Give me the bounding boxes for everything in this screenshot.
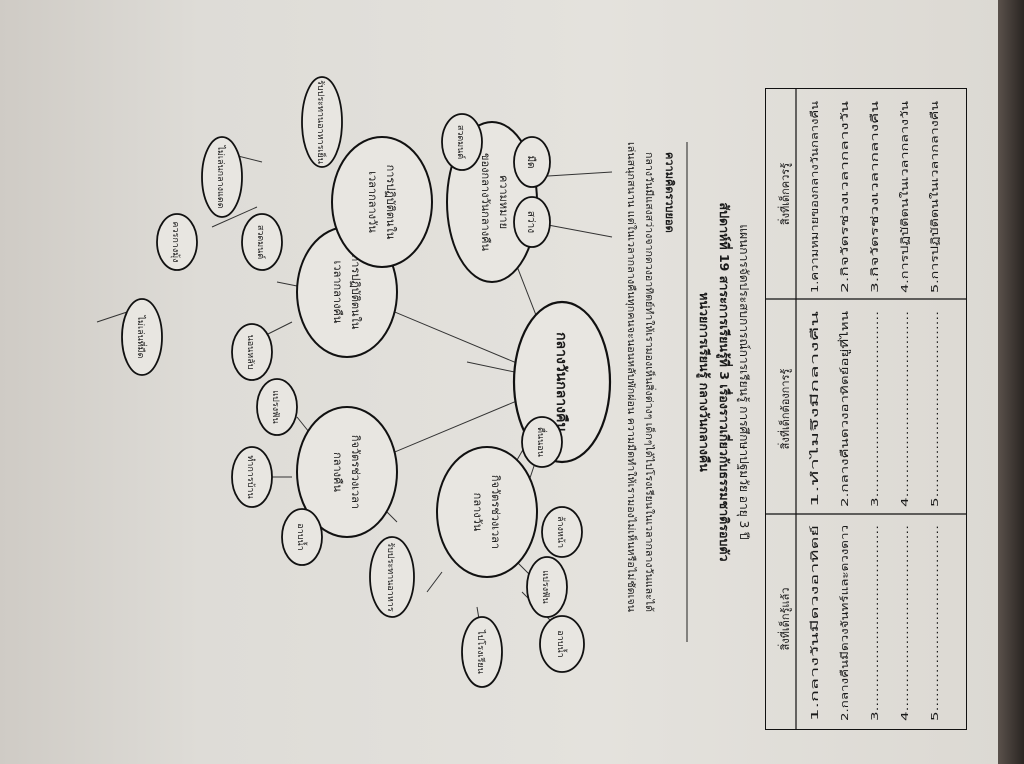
leaf-brush-teeth-day-label: แปรงฟัน (540, 570, 550, 604)
header-line-3: หน่วยการเรียนรู้ กลางวันกลางคืน (697, 292, 712, 472)
header-line-2: สัปดาห์ที่ 19 สาระการเรียนรู้ที่ 3 เรื่องราวเกี่ยวกับธรรมชาติรอบตัว (717, 202, 732, 562)
kwl-col3-row-1: 1.ความหมายของกลางวันกลางคืน (810, 145, 821, 293)
leaf-wash-face-label: ล้างหน้า (555, 515, 565, 549)
kwl-col1-row-2: 2.กลางคืนมีดวงจันทร์และดวงดาว (840, 574, 851, 721)
concept-line-2: เล่นสนุกสนาน แต่ในเวลากลางคืนทุกคนจะนอนหลับพักผ่อน ความมืดทำให้เรามองไม่เห็นหรือไม่ชัดเจน (625, 142, 636, 579)
leaf-pray-night-label: สวดมนต์ (255, 224, 265, 260)
leaf-mosquito-net-label: ควรกางมุ้ง (170, 221, 180, 263)
concept-line-1: กลางวันมีแสงสว่างจากดวงอาทิตย์ทำให้เรามองเห็นสิ่งต่างๆ เด็กๆได้ไปโรงเรียนในเวลากลางวันและได้ (643, 152, 654, 586)
leaf-pray-day-label: สวดมนต์ (455, 124, 465, 160)
leaf-homework-label: ทำการบ้าน (245, 455, 255, 499)
kwl-col1-row-5: 5....................................... (930, 590, 941, 721)
leaf-dark-label: มืด (525, 155, 536, 169)
concept-title: ความคิดรวบยอด (663, 152, 676, 233)
kwl-header-should: สิ่งที่เด็กควรรู้ (779, 162, 792, 226)
node-day-practice-label-top: การปฏิบัติตนใน (384, 164, 397, 240)
node-night-practice-label-bottom: เวลากลางคืน (331, 260, 344, 324)
node-meaning-label-bottom: ของกลางวันกลางคืน (479, 153, 492, 251)
kwl-table-frame (765, 88, 967, 730)
header-line-1: แผนการจัดประสบการณ์การเรียนรู้ การศึกษาปฐมวัย อายุ 3 ปี (737, 224, 751, 540)
leaf-shower-night-label: อาบน้ำ (295, 523, 305, 551)
node-night-practice-label-top: การปฏิบัติตนใน (349, 254, 362, 330)
node-night-activities-label-bottom: กลางคืน (331, 452, 344, 492)
kwl-col2-row-2: 2.กลางคืนดวงอาทิตย์อยู่ที่ไหน (840, 376, 851, 507)
leaf-bright-label: สว่าง (525, 210, 536, 234)
node-night-activities-label-top: กิจวัตรช่วงเวลา (349, 434, 362, 510)
kwl-col2-row-5: 5....................................... (930, 376, 941, 507)
leaf-eat-day-label: รับประทานอาหาร (385, 542, 395, 612)
node-day-activities-label-bottom: กลางวัน (471, 492, 484, 532)
node-meaning-label-top: ความหมาย (497, 174, 510, 230)
kwl-col2-row-4: 4....................................... (900, 376, 911, 507)
leaf-no-sun-play-label: ไม่เล่นกลางแดด (215, 145, 225, 209)
kwl-col3-row-4: 4.การปฏิบัติตนในเวลากลางวัน (900, 159, 911, 293)
paper-edge-shadow (998, 0, 1024, 764)
kwl-col1-row-3: 3....................................... (870, 590, 881, 721)
leaf-go-to-school-label: ไปโรงเรียน (475, 630, 485, 674)
leaf-shower-day-label: อาบน้ำ (555, 630, 565, 658)
leaf-wake-up-label: ตื่นนอน (535, 427, 545, 457)
kwl-header-known: สิ่งที่เด็กรู้แล้ว (779, 587, 792, 651)
leaf-brush-teeth-night-label: แปรงฟัน (270, 390, 280, 424)
kwl-col2-row-3: 3....................................... (870, 376, 881, 507)
node-day-activities-label-top: กิจวัตรช่วงเวลา (489, 474, 502, 550)
leaf-sleep-label: นอนหลับ (245, 334, 255, 370)
leaf-dinner-label: รับประทานอาหารเย็น (315, 80, 325, 164)
kwl-col2-row-1: 1.ทำไมจึงมีกลางคืน (810, 420, 821, 507)
kwl-header-want: สิ่งที่เด็กต้องการรู้ (779, 368, 792, 450)
kwl-col3-row-5: 5.การปฏิบัติตนในเวลากลางคืน (930, 158, 941, 293)
kwl-col3-row-3: 3.กิจวัตรช่วงเวลากลางคืน (870, 179, 881, 293)
kwl-col1-row-4: 4....................................... (900, 590, 911, 721)
kwl-col3-row-2: 2.กิจวัตรช่วงเวลากลางวัน (840, 180, 851, 293)
kwl-table-svg (766, 89, 966, 729)
kwl-col1-row-1: 1.กลางวันมีดวงอาทิตย์ (810, 622, 821, 721)
center-label: กลางวันกลางคืน (553, 332, 569, 432)
leaf-no-dark-play-label: ไม่เล่นที่มืด (135, 315, 145, 359)
node-day-practice-label-bottom: เวลากลางวัน (366, 171, 379, 233)
